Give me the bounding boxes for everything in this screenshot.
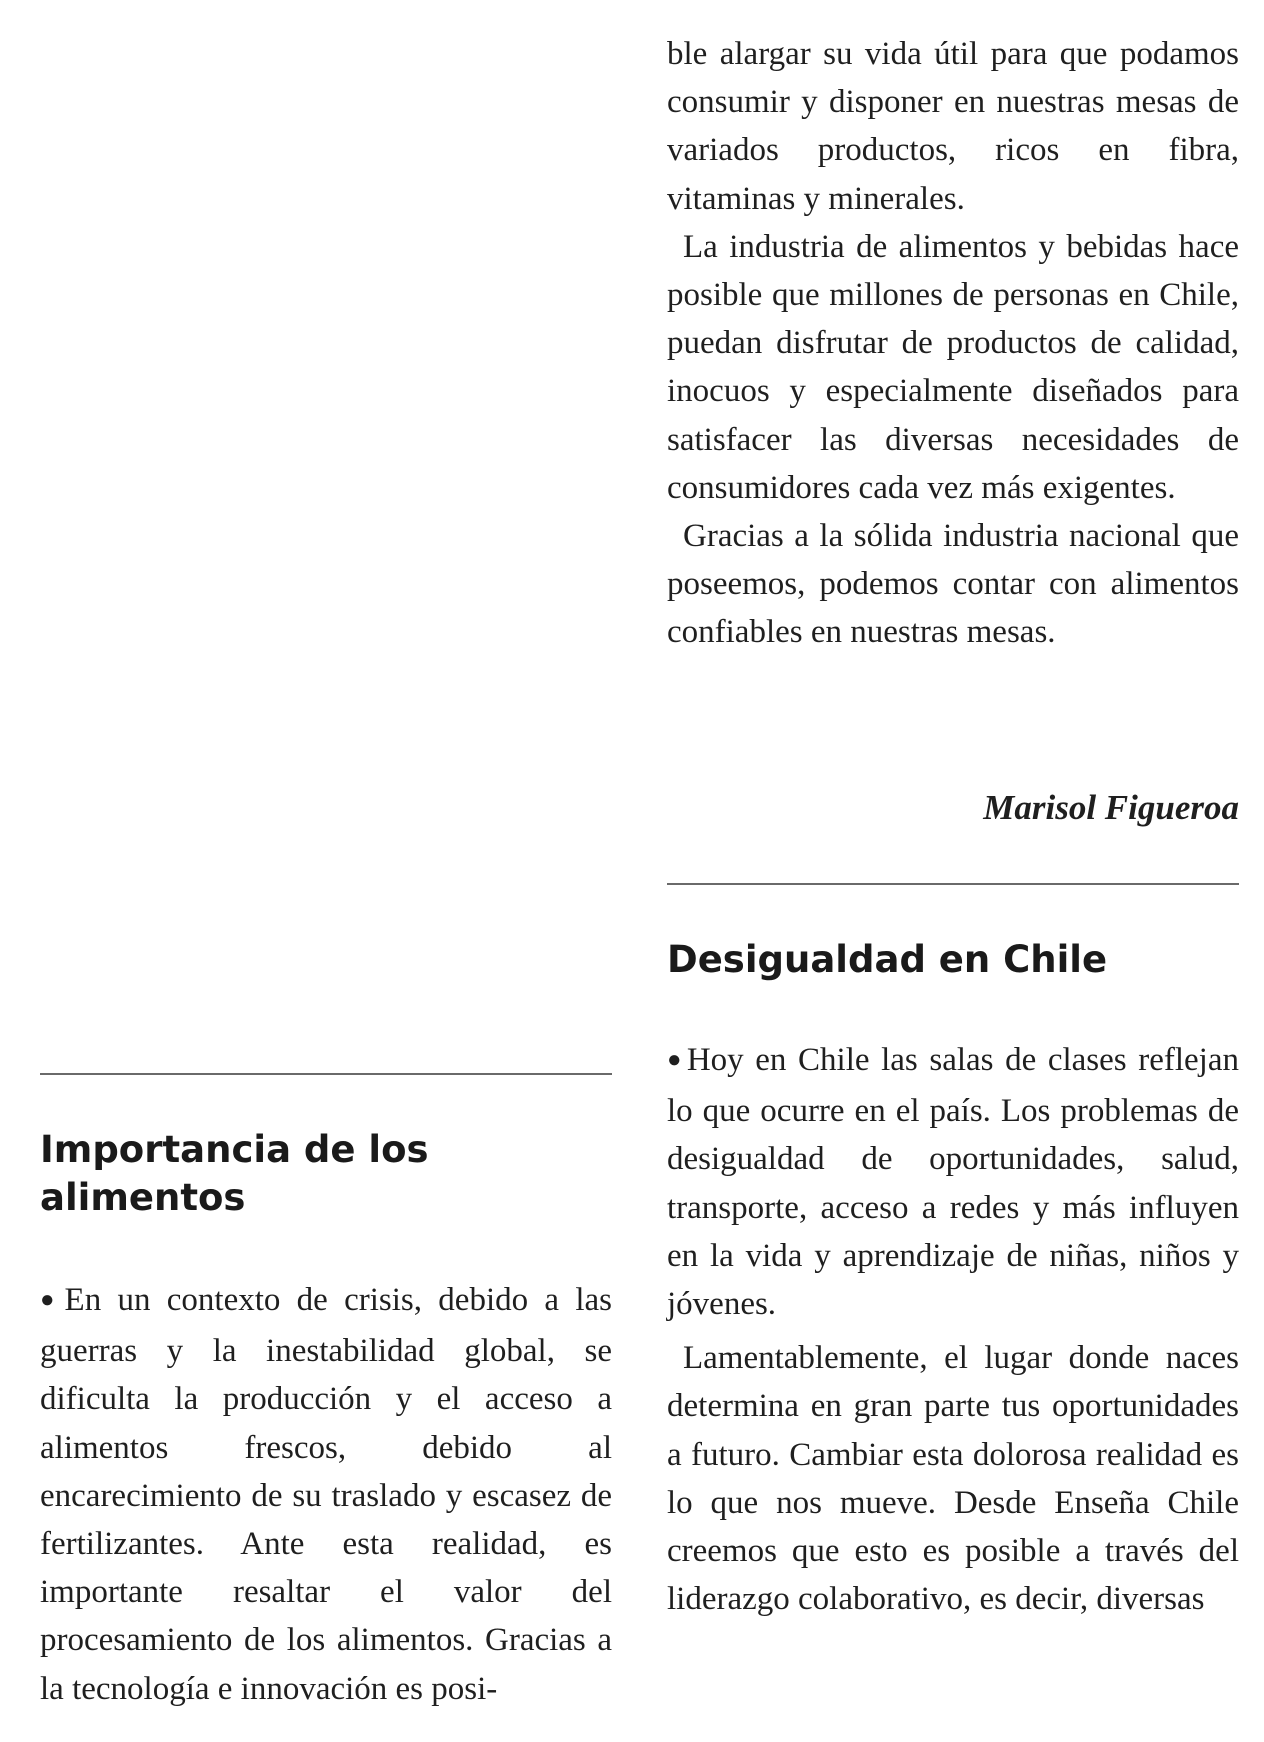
author-signature: Marisol Figueroa [983,788,1239,827]
section-divider [40,1073,612,1075]
letter-body-desigualdad [667,1036,1239,1623]
desigualdad-paragraph-1 [667,1036,1239,1328]
section-divider [667,883,1239,885]
closing-paragraph: Gracias a la sólida industria nacional que poseemos, podemos contar con alimentos confiables en nuestras mesas. [667,518,1239,651]
bullet-icon: ● [40,1287,63,1313]
left-column [40,0,612,1742]
letter-body-alimentos [40,1276,612,1713]
letter-continuation-alimentos [667,30,1239,657]
bullet-icon: ● [667,1047,685,1073]
desigualdad-paragraph-2: Lamentablemente, el lugar donde naces determina en gran parte tus oportunidades a futuro. Cambiar esta dolorosa realidad es lo que nos mueve. Desde Enseña Chile creemos que esto es posible a través del liderazgo colaborativo, es decir, diversas [667,1340,1239,1618]
right-column [667,0,1239,1742]
letter-body-alimentos-text: En un contexto de crisis, debido a las guerras y la inestabilidad global, se dificulta la producción y el acceso a alimentos frescos, debido al encarecimiento de su traslado y escasez de fertilizantes. Ante esta realidad, es importante resaltar el valor del procesamiento de los alimentos. Gracias a la tecnología e innovación es posi- [40,1282,612,1707]
continuation-paragraph: ble alargar su vida útil para que podamos consumir y disponer en nuestras mesas de variados productos, ricos en fibra, vitaminas y minerales. [667,36,1239,217]
industry-paragraph: La industria de alimentos y bebidas hace posible que millones de personas en Chile, puedan disfrutar de productos de calidad, inocuos y especialmente diseñados para satisfacer las diversas necesidades de consumidores cada vez más exigentes. [667,228,1239,506]
desigualdad-paragraph-1-text: Hoy en Chile las salas de clases reflejan lo que ocurre en el país. Los problemas de desigualdad de oportunidades, salud, transporte, acceso a redes y más influyen en la vida y aprendizaje de niñas, niños y jóvenes. [667,1042,1239,1323]
letter-title-desigualdad: Desigualdad en Chile [667,938,1108,981]
letter-title-alimentos: Importancia de los alimentos [40,1128,429,1219]
